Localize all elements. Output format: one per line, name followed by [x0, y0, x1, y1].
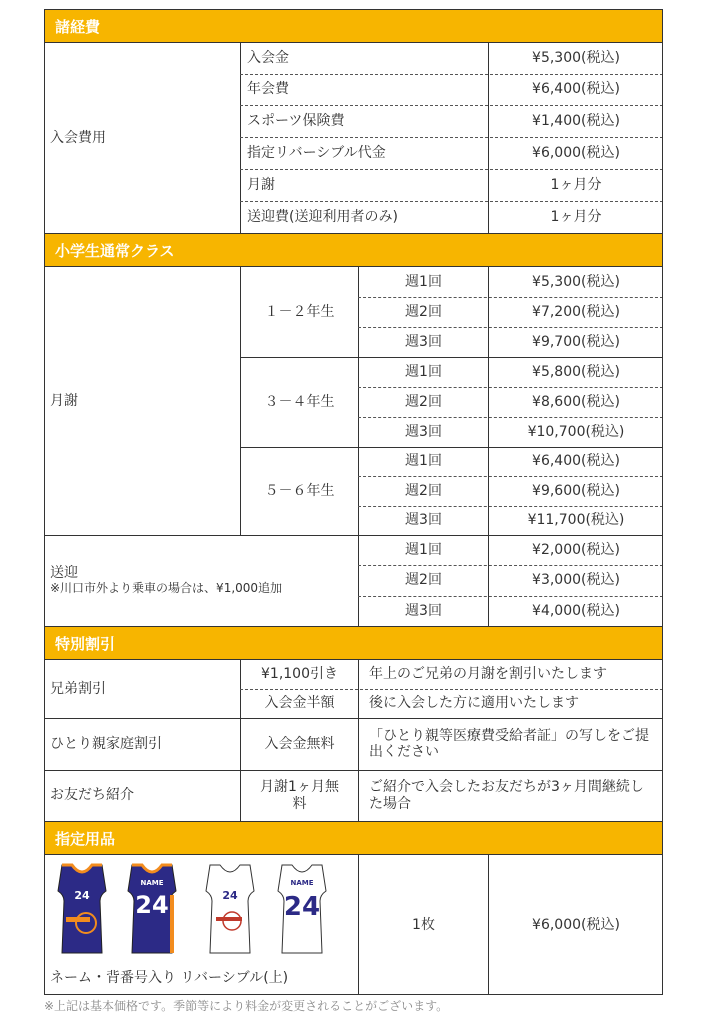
fee-item: 年会費 — [247, 81, 289, 98]
tuition-price: ¥11,700(税込) — [527, 512, 625, 529]
sibling-desc: 年上のご兄弟の月謝を割引いたします — [369, 666, 607, 683]
freq: 週1回 — [405, 453, 442, 470]
fee-price: 1ヶ月分 — [550, 208, 602, 225]
pickup-price: ¥2,000(税込) — [532, 541, 620, 558]
pickup-cell — [44, 535, 358, 626]
fee-price: ¥1,400(税込) — [532, 112, 620, 129]
footer-note: ※上記は基本価格です。季節等により料金が変更されることがございます。 — [44, 999, 449, 1013]
friend-referral-amount: 月謝1ヶ月無料 — [260, 779, 339, 812]
reversible-jersey-icon — [48, 861, 354, 961]
freq: 週1回 — [405, 363, 442, 380]
svg-text:NAME: NAME — [140, 879, 164, 887]
pickup-price: ¥3,000(税込) — [532, 572, 620, 589]
pickup-price: ¥4,000(税込) — [532, 602, 620, 619]
pickup-label: 送迎 — [50, 565, 78, 581]
tuition-price: ¥5,300(税込) — [532, 273, 620, 290]
fee-item: スポーツ保険費 — [247, 112, 345, 129]
sibling-amount: 入会金半額 — [264, 695, 335, 712]
fees-group-label: 入会費用 — [50, 129, 106, 146]
goods-price: ¥6,000(税込) — [532, 916, 620, 933]
fee-item: 指定リバーシブル代金 — [247, 144, 386, 161]
svg-text:24: 24 — [74, 889, 90, 902]
freq: 週2回 — [405, 393, 442, 410]
tuition-price: ¥6,400(税込) — [532, 453, 620, 470]
freq: 週3回 — [405, 512, 442, 529]
svg-text:24: 24 — [283, 892, 321, 922]
freq: 週3回 — [405, 602, 442, 619]
svg-text:NAME: NAME — [290, 879, 314, 887]
svg-text:24: 24 — [135, 891, 169, 919]
section-header-discount: 特別割引 — [44, 626, 663, 660]
tuition-price: ¥7,200(税込) — [532, 303, 620, 320]
freq: 週1回 — [405, 541, 442, 558]
section-header-elementary: 小学生通常クラス — [44, 233, 663, 267]
pickup-note: ※川口市外より乗車の場合は、¥1,000追加 — [50, 581, 283, 595]
fee-price: ¥5,300(税込) — [532, 50, 620, 67]
friend-referral-label: お友だち紹介 — [50, 787, 134, 804]
sibling-discount-label: 兄弟割引 — [50, 680, 106, 697]
fee-price: 1ヶ月分 — [550, 176, 602, 193]
goods-qty: 1枚 — [412, 916, 435, 933]
freq: 週2回 — [405, 482, 442, 499]
sibling-desc: 後に入会した方に適用いたします — [369, 695, 579, 712]
section-header-goods: 指定用品 — [44, 821, 663, 855]
tuition-price: ¥9,600(税込) — [532, 482, 620, 499]
tuition-price: ¥10,700(税込) — [527, 423, 625, 440]
grade-label: ５－６年生 — [264, 482, 335, 499]
freq: 週3回 — [405, 333, 442, 350]
fee-item: 月謝 — [247, 176, 275, 193]
tuition-price: ¥9,700(税込) — [532, 333, 620, 350]
single-parent-discount-label: ひとり親家庭割引 — [50, 735, 162, 752]
freq: 週3回 — [405, 423, 442, 440]
single-parent-desc: 「ひとり親等医療費受給者証」の写しをご提出ください — [369, 727, 649, 760]
grade-label: ３－４年生 — [264, 393, 335, 410]
tuition-price: ¥5,800(税込) — [532, 363, 620, 380]
fee-price: ¥6,400(税込) — [532, 81, 620, 98]
freq: 週1回 — [405, 273, 442, 290]
single-parent-amount: 入会金無料 — [264, 735, 335, 752]
freq: 週2回 — [405, 303, 442, 320]
fee-price: ¥6,000(税込) — [532, 144, 620, 161]
friend-referral-desc: ご紹介で入会したお友だちが3ヶ月間継続した場合 — [369, 779, 644, 812]
grade-label: １－２年生 — [264, 303, 335, 320]
jersey-images — [48, 861, 354, 961]
svg-text:24: 24 — [222, 889, 238, 902]
sibling-amount: ¥1,100引き — [261, 666, 338, 683]
freq: 週2回 — [405, 572, 442, 589]
tuition-group-label: 月謝 — [50, 392, 78, 409]
fee-item: 入会金 — [247, 50, 289, 67]
goods-caption: ネーム・背番号入り リバーシブル(上) — [50, 969, 289, 986]
tuition-price: ¥8,600(税込) — [532, 393, 620, 410]
section-header-fees: 諸経費 — [44, 9, 663, 43]
fee-item: 送迎費(送迎利用者のみ) — [247, 208, 398, 225]
